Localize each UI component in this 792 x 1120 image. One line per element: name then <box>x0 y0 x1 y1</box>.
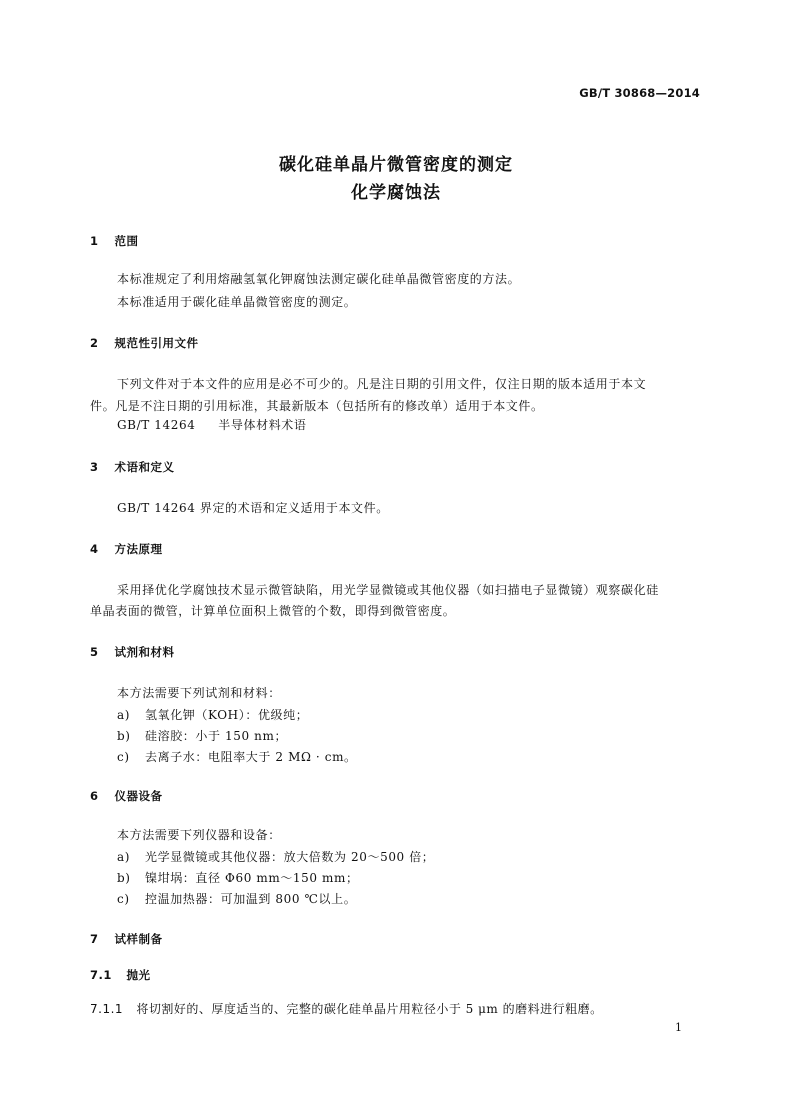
section-heading-3 <box>90 459 175 475</box>
list-label: b) <box>117 729 131 743</box>
section-title: 术语和定义 <box>114 460 175 474</box>
paragraph: 本标准规定了利用熔融氢氧化钾腐蚀法测定碳化硅单晶微管密度的方法。 <box>117 272 521 286</box>
clause-7-1-1 <box>90 1000 603 1017</box>
section-number: 2 <box>90 336 99 350</box>
list-label: c) <box>117 892 130 906</box>
section-number: 3 <box>90 460 99 474</box>
section-title: 方法原理 <box>114 542 163 556</box>
clause-number: 7.1.1 <box>90 1002 124 1016</box>
list-text: 氢氧化钾（KOH）：优级纯； <box>145 708 309 722</box>
subsection-heading-7-1 <box>90 967 151 983</box>
paragraph: 下列文件对于本文件的应用是必不可少的。凡是注日期的引用文件，仅注日期的版本适用于本文 <box>117 377 647 391</box>
list-item <box>117 848 434 865</box>
list-text: 镍坩埚：直径 Φ60 mm～150 mm； <box>145 871 359 885</box>
section-title: 规范性引用文件 <box>114 336 199 350</box>
paragraph: GB/T 14264 界定的术语和定义适用于本文件。 <box>117 501 389 515</box>
section-heading-2 <box>90 335 199 351</box>
list-text: 控温加热器：可加温到 800 ℃以上。 <box>145 892 357 906</box>
list-text: 去离子水：电阻率大于 2 MΩ · cm。 <box>145 750 357 764</box>
section-number: 1 <box>90 234 99 248</box>
section-title: 范围 <box>114 234 139 248</box>
list-intro: 本方法需要下列仪器和设备： <box>117 828 281 842</box>
page-number: 1 <box>675 1021 682 1034</box>
paragraph-continued: 单晶表面的微管，计算单位面积上微管的个数，即得到微管密度。 <box>90 604 456 618</box>
paragraph: 本标准适用于碳化硅单晶微管密度的测定。 <box>117 295 357 309</box>
list-text: 光学显微镜或其他仪器：放大倍数为 20～500 倍； <box>145 850 435 864</box>
list-label: c) <box>117 750 130 764</box>
section-heading-4 <box>90 541 163 557</box>
section-heading-1 <box>90 233 139 249</box>
clause-text: 将切割好的、厚度适当的、完整的碳化硅单晶片用粒径小于 5 μm 的磨料进行粗磨。 <box>136 1002 603 1016</box>
section-number: 5 <box>90 645 99 659</box>
section-title: 试剂和材料 <box>114 645 175 659</box>
list-label: b) <box>117 871 131 885</box>
standard-code: GB/T 30868—2014 <box>579 86 700 100</box>
document-subtitle: 化学腐蚀法 <box>351 183 441 203</box>
document-title: 碳化硅单晶片微管密度的测定 <box>279 155 513 175</box>
list-text: 硅溶胶：小于 150 nm； <box>145 729 288 743</box>
section-title: 仪器设备 <box>114 789 163 803</box>
list-item <box>117 890 356 907</box>
list-item <box>117 706 308 723</box>
paragraph-continued: 件。凡是不注日期的引用标准，其最新版本（包括所有的修改单）适用于本文件。 <box>90 399 544 413</box>
section-number: 6 <box>90 789 99 803</box>
list-item <box>117 748 357 765</box>
paragraph: 采用择优化学腐蚀技术显示微管缺陷，用光学显微镜或其他仪器（如扫描电子显微镜）观察碳化硅 <box>117 583 659 597</box>
section-heading-5 <box>90 644 175 660</box>
subsection-number: 7.1 <box>90 968 112 982</box>
list-item <box>117 869 359 886</box>
section-title: 试样制备 <box>114 932 163 946</box>
section-heading-7 <box>90 931 163 947</box>
subsection-title: 抛光 <box>126 968 151 982</box>
section-heading-6 <box>90 788 163 804</box>
reference-title: 半导体材料术语 <box>218 418 307 432</box>
list-item <box>117 727 287 744</box>
list-intro: 本方法需要下列试剂和材料： <box>117 686 281 700</box>
reference-code: GB/T 14264 <box>117 418 196 432</box>
section-number: 7 <box>90 932 99 946</box>
section-number: 4 <box>90 542 99 556</box>
list-label: a) <box>117 850 131 864</box>
normative-reference <box>117 416 307 433</box>
list-label: a) <box>117 708 131 722</box>
